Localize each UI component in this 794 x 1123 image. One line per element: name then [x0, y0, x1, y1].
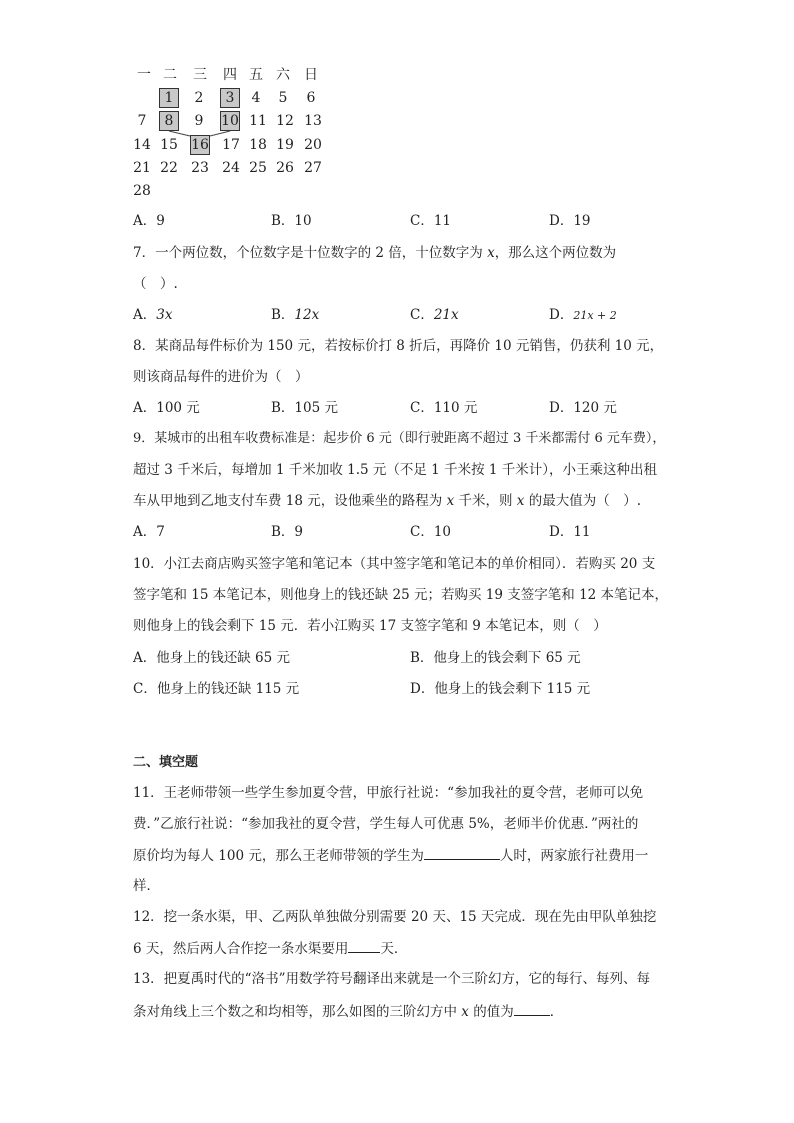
option-c[interactable]: C．他身上的钱还缺 115 元 [133, 681, 300, 697]
calendar-day: 13 [304, 113, 322, 129]
option-expr: 3x [156, 307, 173, 323]
text-segment: ，那么这个两位数为 [494, 245, 617, 261]
variable: x [461, 1004, 469, 1020]
option-c[interactable]: C．11 [410, 213, 452, 229]
answer-blank[interactable] [514, 1001, 550, 1016]
calendar-day: 18 [249, 137, 267, 153]
question-text: 则他身上的钱会剩下 15 元．若小江购买 17 支签字笔和 9 本笔记本，则（ ） [133, 618, 607, 634]
calendar-day: 12 [276, 113, 294, 129]
option-d[interactable]: D．11 [549, 524, 591, 540]
option-a[interactable]: A．7 [133, 524, 165, 540]
calendar-day: 11 [249, 113, 267, 129]
option-c[interactable] [410, 305, 459, 325]
calendar-header-cell: 三 [193, 67, 207, 83]
calendar-day: 24 [222, 160, 240, 176]
calendar-day: 22 [160, 160, 178, 176]
calendar-day: 4 [251, 90, 261, 106]
text-segment: ． [549, 1004, 564, 1020]
question-text: 则该商品每件的进价为（ ） [133, 369, 309, 385]
option-b[interactable]: B．他身上的钱会剩下 65 元 [410, 650, 581, 666]
question-text: 8．某商品每件标价为 150 元，若按标价打 8 折后，再降价 10 元销售，仍获利 10 元， [133, 338, 664, 354]
option-a[interactable] [133, 305, 172, 325]
option-letter: C． [410, 307, 434, 323]
question-text [133, 938, 407, 959]
option-a[interactable]: A．9 [133, 213, 165, 229]
text-segment: 人时，两家旅行社费用一 [499, 848, 649, 864]
calendar-day: 23 [191, 160, 209, 176]
option-expr: 12x [294, 307, 320, 323]
text-segment: 原价均为每人 100 元，那么王老师带领的学生为 [133, 848, 424, 864]
variable: x [487, 245, 495, 261]
question-text: 样． [133, 878, 160, 894]
option-letter: B． [271, 307, 295, 323]
text-segment: 条对角线上三个数之和均相等，那么如图的三阶幻方中 [133, 1004, 462, 1020]
question-text [133, 1001, 563, 1022]
variable: x [446, 493, 455, 509]
question-text [133, 491, 641, 511]
calendar-header-cell: 五 [249, 67, 263, 83]
option-expr: 21x + 2 [573, 309, 617, 322]
calendar-day: 27 [304, 160, 322, 176]
variable: x [516, 493, 525, 509]
calendar-day: 28 [133, 183, 151, 199]
text-segment: 的值为 [468, 1004, 514, 1020]
question-text: 11．王老师带领一些学生参加夏令营，甲旅行社说：“参加我社的夏令营，老师可以免 [133, 785, 644, 801]
calendar-day: 2 [194, 90, 204, 106]
calendar-day: 1 [164, 90, 174, 106]
answer-blank[interactable] [424, 845, 500, 860]
option-b[interactable]: B．10 [271, 213, 312, 229]
question-text: （ ）. [133, 276, 178, 292]
option-expr: 21x [433, 307, 459, 323]
text-segment: 6 天，然后两人合作挖一条水渠要用 [133, 941, 349, 957]
option-b[interactable]: B．105 元 [271, 400, 338, 416]
option-d[interactable]: D．120 元 [549, 400, 617, 416]
calendar-day: 20 [304, 137, 322, 153]
question-text: 签字笔和 15 本笔记本，则他身上的钱还缺 25 元；若购买 19 支签字笔和 12 本笔记本， [133, 587, 669, 603]
calendar-header-cell: 一 [137, 67, 151, 83]
calendar-day: 14 [133, 137, 151, 153]
calendar-day: 8 [164, 113, 174, 129]
question-text: 费．”乙旅行社说：“参加我社的夏令营，学生每人可优惠 5%，老师半价优惠．”两社的 [133, 816, 639, 832]
calendar-day: 6 [306, 90, 316, 106]
answer-blank[interactable] [348, 938, 380, 953]
calendar-day: 15 [160, 137, 178, 153]
option-d[interactable]: D．19 [549, 213, 591, 229]
text-segment: 天． [380, 941, 408, 957]
calendar-connectors [0, 0, 794, 160]
text-segment: 7．一个两位数，个位数字是十位数字的 2 倍，十位数字为 [133, 245, 488, 261]
calendar-day: 26 [276, 160, 294, 176]
option-c[interactable]: C．110 元 [410, 400, 478, 416]
calendar-header-cell: 二 [163, 67, 177, 83]
calendar-day: 5 [278, 90, 288, 106]
question-text [133, 243, 616, 263]
text-segment: 车从甲地到乙地支付车费 18 元，设他乘坐的路程为 [133, 493, 447, 509]
question-text: 12．挖一条水渠，甲、乙两队单独做分别需要 20 天、15 天完成．现在先由甲队单独挖 [133, 909, 657, 925]
option-d[interactable] [549, 305, 617, 326]
calendar-day: 10 [221, 113, 239, 129]
calendar-day: 19 [276, 137, 294, 153]
option-letter: D． [549, 307, 574, 323]
calendar-day: 21 [133, 160, 151, 176]
calendar-day: 9 [194, 113, 204, 129]
question-text [133, 845, 648, 866]
question-text: 13．把夏禹时代的“洛书”用数学符号翻译出来就是一个三阶幻方，它的每行、每列、每 [133, 971, 650, 987]
text-segment: 千米，则 [454, 493, 517, 509]
text-segment: 的最大值为（ ）. [524, 493, 641, 509]
calendar-day: 17 [222, 137, 240, 153]
option-a[interactable]: A．他身上的钱还缺 65 元 [133, 650, 291, 666]
calendar-header-cell: 日 [304, 67, 318, 83]
option-b[interactable]: B．9 [271, 524, 304, 540]
calendar-header-cell: 六 [276, 67, 290, 83]
calendar-day: 7 [137, 113, 147, 129]
calendar-day: 25 [249, 160, 267, 176]
option-a[interactable]: A．100 元 [133, 400, 200, 416]
question-text: 10．小江去商店购买签字笔和笔记本（其中签字笔和笔记本的单价相同）．若购买 20 支 [133, 556, 656, 572]
calendar-header-cell: 四 [223, 67, 237, 83]
option-c[interactable]: C．10 [410, 524, 452, 540]
section-title: 二、填空题 [133, 755, 199, 770]
option-b[interactable] [271, 305, 319, 325]
option-letter: A． [133, 307, 157, 323]
calendar-day: 16 [191, 137, 209, 153]
question-text: 超过 3 千米后，每增加 1 千米加收 1.5 元（不足 1 千米按 1 千米计），小王乘这种出租 [133, 462, 657, 478]
question-text: 9．某城市的出租车收费标准是：起步价 6 元（即行驶距离不超过 3 千米都需付 6 元车费）， [133, 431, 666, 446]
option-d[interactable]: D．他身上的钱会剩下 115 元 [410, 681, 591, 697]
calendar-day: 3 [225, 90, 235, 106]
